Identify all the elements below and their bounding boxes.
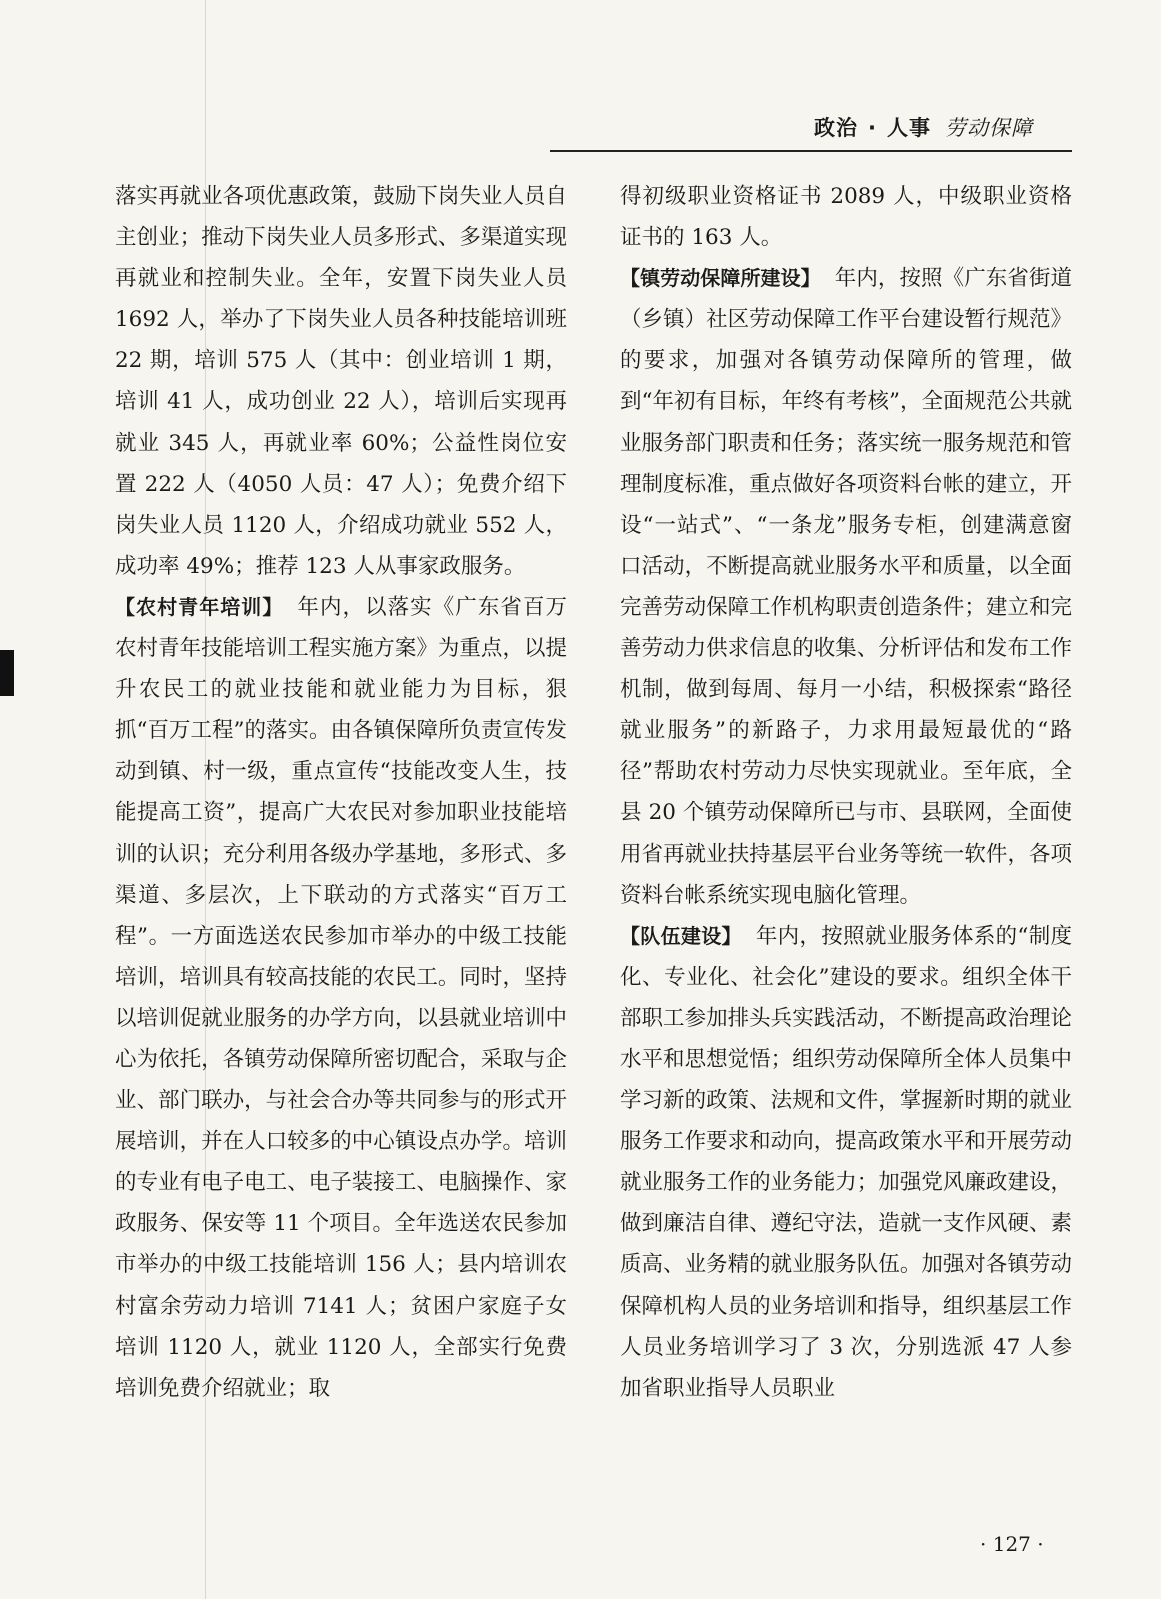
right-paragraph-3-body: 年内，按照就业服务体系的“制度化、专业化、社会化”建设的要求。组织全体干部职工参加排头兵实践活动，不断提高政治理论水平和思想觉悟；组织劳动保障所全体人员集中学习新的政策、法规和文件，掌握新时期的就业服务工作要求和动向，提高政策水平和开展劳动就业服务工作的业务能力；加强党风廉政建设，做到廉洁自律、遵纪守法，造就一支作风硬、素质高、业务精的就业服务队伍。加强对各镇劳动保障机构人员的业务培训和指导，组织基层工作人员业务培训学习了 3 次，分别选派 47 人参加省职业指导人员职业: [620, 923, 1073, 1401]
left-paragraph-2: [115, 587, 567, 1409]
right-paragraph-2-body: 年内，按照《广东省街道（乡镇）社区劳动保障工作平台建设暂行规范》的要求，加强对各镇劳动保障所的管理，做到“年初有目标，年终有考核”，全面规范公共就业服务部门职责和任务；落实统一服务规范和管理制度标准，重点做好各项资料台帐的建立，开设“一站式”、“一条龙”服务专柜，创建满意窗口活动，不断提高就业服务水平和质量，以全面完善劳动保障工作机构职责创造条件；建立和完善劳动力供求信息的收集、分析评估和发布工作机制，做到每周、每月一小结，积极探索“路径就业服务”的新路子，力求用最短最优的“路径”帮助农村劳动力尽快实现就业。至年底，全县 20 个镇劳动保障所已与市、县联网，全面使用省再就业扶持基层平台业务等统一软件，各项资料台帐系统实现电脑化管理。: [620, 266, 1072, 908]
header-dot: ·: [868, 116, 877, 140]
left-paragraph-1: 落实再就业各项优惠政策，鼓励下岗失业人员自主创业；推动下岗失业人员多形式、多渠道实现再就业和控制失业。全年，安置下岗失业人员 1692 人，举办了下岗失业人员各种技能培训班 22 期，培训 575 人（其中：创业培训 1 期，培训 41 人，成功创业 22 人），培训后实现再就业 345 人，再就业率 60%；公益性岗位安置 222 人（4050 人员：47 人）；免费介绍下岗失业人员 1120 人，介绍成功就业 552 人，成功率 49%；推荐 123 人从事家政服务。: [115, 184, 567, 579]
right-column: [620, 176, 1072, 1409]
page-number: · 127 ·: [980, 1532, 1044, 1556]
header-rule: [550, 150, 1072, 152]
right-paragraph-2: [620, 258, 1072, 916]
header-section: 劳动保障: [945, 116, 1033, 140]
running-header: [814, 112, 1033, 142]
left-paragraph-2-body: 年内，以落实《广东省百万农村青年技能培训工程实施方案》为重点，以提升农民工的就业技能和就业能力为目标，狠抓“百万工程”的落实。由各镇保障所负责宣传发动到镇、村一级，重点宣传“技能改变人生，技能提高工资”，提高广大农民对参加职业技能培训的认识；充分利用各级办学基地，多形式、多渠道、多层次，上下联动的方式落实“百万工程”。一方面选送农民参加市举办的中级工技能培训，培训具有较高技能的农民工。同时，坚持以培训促就业服务的办学方向，以县就业培训中心为依托，各镇劳动保障所密切配合，采取与企业、部门联办，与社会合办等共同参与的形式开展培训，并在人口较多的中心镇设点办学。培训的专业有电子电工、电子装接工、电脑操作、家政服务、保安等 11 个项目。全年选送农民参加市举办的中级工技能培训 156 人；县内培训农村富余劳动力培训 7141 人；贫困户家庭子女培训 1120 人，就业 1120 人，全部实行免费培训免费介绍就业；取: [115, 594, 567, 1401]
page-edge-tab: [0, 650, 14, 696]
left-column: [115, 176, 567, 1409]
subhead-team-building: 【队伍建设】: [620, 923, 742, 948]
header-part2: 人事: [887, 116, 931, 140]
header-part1: 政治: [814, 116, 859, 140]
subhead-town-labor-office: 【镇劳动保障所建设】: [620, 266, 821, 291]
subhead-rural-youth-training: 【农村青年培训】: [115, 594, 284, 619]
right-paragraph-3: [620, 916, 1072, 1409]
right-paragraph-1: 得初级职业资格证书 2089 人，中级职业资格证书的 163 人。: [620, 184, 1072, 251]
